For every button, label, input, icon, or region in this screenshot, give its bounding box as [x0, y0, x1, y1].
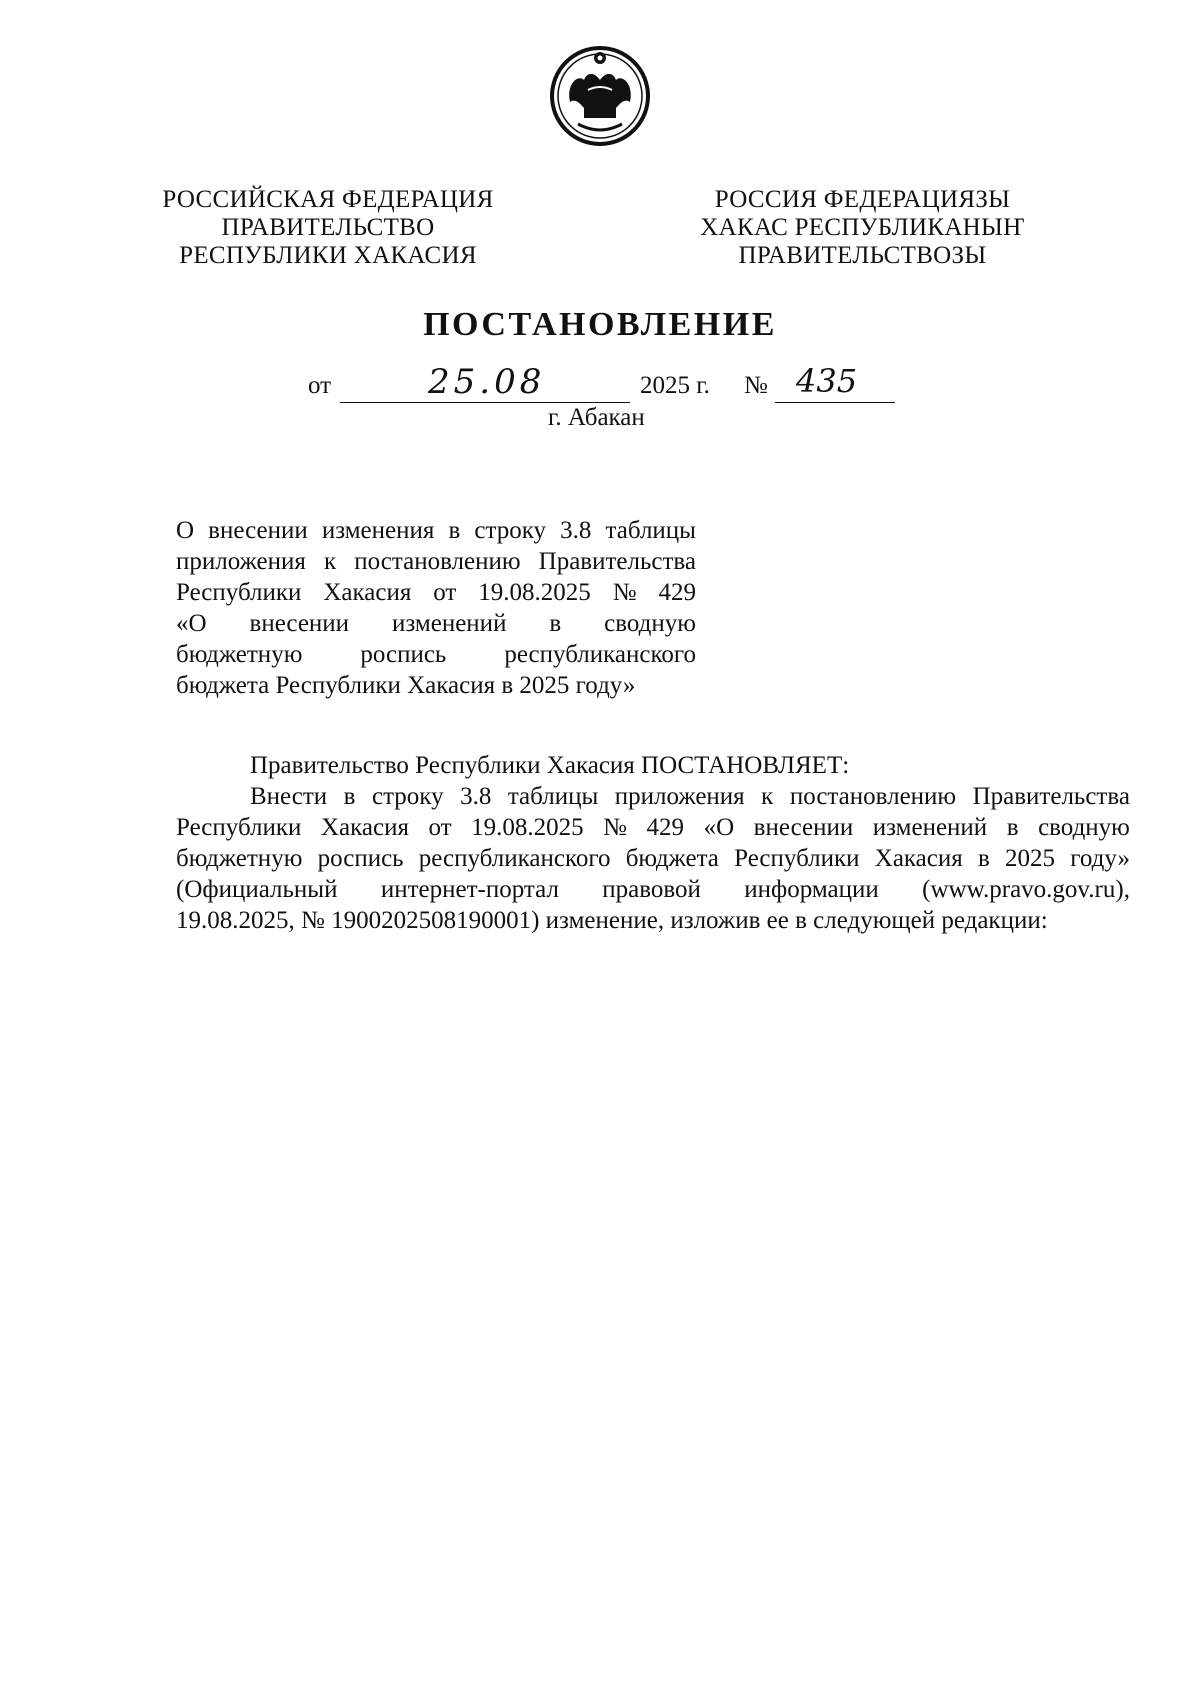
subject-line: [176, 546, 696, 577]
word: бюджета: [625, 845, 719, 872]
word: бюджетную: [176, 641, 303, 668]
word: внесении: [208, 517, 308, 544]
word: в: [549, 610, 562, 637]
handwritten-date: 25.08: [428, 362, 546, 402]
word: Правительства: [538, 548, 696, 575]
date-prefix: от: [308, 372, 332, 399]
word: к: [761, 783, 774, 810]
body-line: [176, 843, 1130, 874]
word: 2025: [1005, 845, 1056, 872]
word: строку: [474, 517, 547, 544]
header-right-line-1: РОССИЯ ФЕДЕРАЦИЯЗЫ: [714, 186, 1011, 213]
word: правовой: [602, 876, 701, 903]
word: году»: [1070, 845, 1130, 872]
word: таблицы: [507, 783, 599, 810]
word: Хакасия: [874, 845, 963, 872]
subject-block: [176, 515, 696, 701]
document-title: ПОСТАНОВЛЕНИЕ: [423, 306, 777, 343]
word: 19.08.2025: [471, 814, 584, 841]
header-right-line-3: ПРАВИТЕЛЬСТВОЗЫ: [738, 242, 987, 269]
header-khakas: [690, 186, 1035, 270]
coat-of-arms-icon: [548, 44, 652, 148]
word: Хакасия: [320, 814, 409, 841]
body-line: [176, 781, 1130, 812]
word: от: [428, 814, 452, 841]
word: Республики: [176, 814, 302, 841]
word: интернет-портал: [380, 876, 559, 903]
body-line: [176, 812, 1130, 843]
word: постановлению: [354, 548, 521, 575]
word: «О: [176, 610, 207, 637]
word: бюджетную: [176, 845, 303, 872]
word: Республики: [734, 845, 860, 872]
word: 429: [658, 579, 696, 606]
word: изменения: [321, 517, 435, 544]
word: республиканского: [418, 845, 611, 872]
word: роспись: [360, 641, 447, 668]
subject-line: [176, 515, 696, 546]
word: республиканского: [504, 641, 696, 668]
word: в: [343, 783, 356, 810]
word: таблицы: [605, 517, 696, 544]
word: внесении: [753, 814, 854, 841]
word: 429: [646, 814, 685, 841]
word: «О: [703, 814, 735, 841]
word: в: [977, 845, 990, 872]
word: (Официальный: [176, 876, 338, 903]
word: О: [176, 517, 195, 544]
word: сводную: [604, 610, 696, 637]
word: №: [603, 814, 628, 841]
word: 3.8: [460, 783, 492, 810]
handwritten-number: 435: [796, 362, 858, 400]
word: приложения: [614, 783, 745, 810]
word: к: [324, 548, 337, 575]
header-left-line-1: РОССИЙСКАЯ ФЕДЕРАЦИЯ: [162, 186, 494, 213]
year-label: 2025 г.: [640, 372, 710, 399]
word: №: [612, 579, 637, 606]
word: Правительства: [972, 783, 1130, 810]
word: строку: [371, 783, 444, 810]
word: информации: [744, 876, 879, 903]
word: (www.pravo.gov.ru),: [922, 876, 1130, 903]
header-right-line-2: ХАКАС РЕСПУБЛИКАНЫҤ: [700, 214, 1025, 241]
word: 19.08.2025: [478, 579, 591, 606]
word: постановлению: [789, 783, 957, 810]
header-left-line-3: РЕСПУБЛИКИ ХАКАСИЯ: [179, 242, 477, 269]
word: внесении: [249, 610, 350, 637]
number-underline: [775, 402, 895, 403]
word: сводную: [1038, 814, 1130, 841]
word: от: [433, 579, 457, 606]
word: 3.8: [560, 517, 592, 544]
date-number-row: [0, 362, 1200, 408]
word: роспись: [317, 845, 404, 872]
subject-line: [176, 639, 696, 670]
body-line: 19.08.2025, № 1900202508190001) изменение, изложив ее в следующей редакции:: [176, 907, 1048, 934]
word: приложения: [176, 548, 306, 575]
word: изменений: [872, 814, 988, 841]
subject-line: [176, 608, 696, 639]
date-underline: [340, 402, 630, 403]
body-line: Правительство Республики Хакасия ПОСТАНОВЛЯЕТ:: [250, 752, 850, 779]
word: Внести: [250, 783, 328, 810]
subject-line: [176, 577, 696, 608]
word: в: [448, 517, 461, 544]
word: Хакасия: [323, 579, 412, 606]
number-prefix: №: [744, 372, 768, 399]
subject-line: бюджета Республики Хакасия в 2025 году»: [176, 672, 636, 699]
header-left-line-2: ПРАВИТЕЛЬСТВО: [221, 214, 435, 241]
header-russian: [158, 186, 498, 270]
word: Республики: [176, 579, 302, 606]
word: в: [1006, 814, 1019, 841]
body-line: [176, 874, 1130, 905]
word: изменений: [392, 610, 507, 637]
city-label: г. Абакан: [548, 404, 645, 431]
body-text: [176, 750, 1130, 936]
